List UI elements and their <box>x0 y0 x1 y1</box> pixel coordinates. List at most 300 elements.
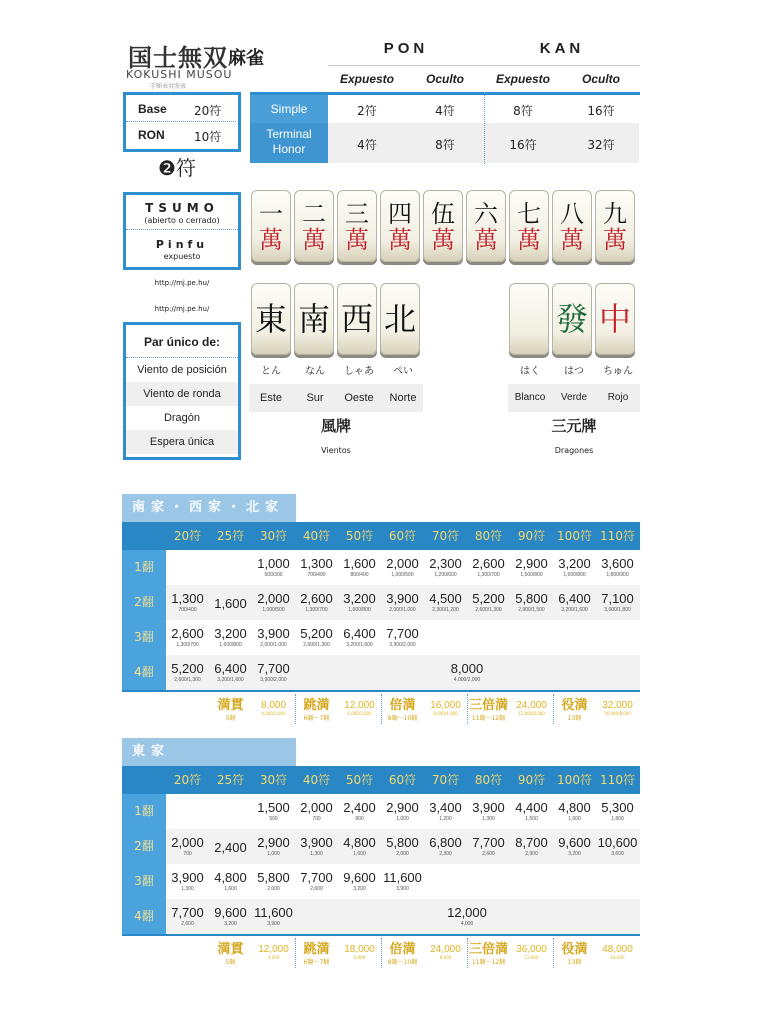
score-cell <box>553 835 596 858</box>
limit-split: 6,000 <box>353 955 366 960</box>
winds-title: 風牌 <box>320 417 351 435</box>
kan-exposed-header: Expuesto <box>495 72 550 86</box>
tile-number: 伍 <box>431 200 455 228</box>
tile-glyph: 北 <box>383 300 416 338</box>
tile-wind-north <box>380 283 420 355</box>
tile-glyph: 南 <box>297 300 330 338</box>
pair-item: Espera única <box>126 430 238 454</box>
url-1: http://mj.pe.hu/ <box>154 279 210 287</box>
score-cell <box>467 835 510 858</box>
score-split: 3,900/2,000 <box>260 677 287 683</box>
score-split: 2,600 <box>482 851 495 857</box>
pk-cell: 4符 <box>357 138 377 152</box>
tile-suit: 萬 <box>474 226 498 254</box>
limit-points: 48,000 <box>602 944 633 955</box>
score-main: 12,000 <box>447 905 487 920</box>
score-cell <box>338 800 381 823</box>
score-cell <box>295 626 338 649</box>
limit-points: 8,000 <box>260 700 287 711</box>
tsumo-divider <box>126 229 238 230</box>
score-cell <box>252 591 295 614</box>
limit-points: 24,000 <box>516 700 547 711</box>
tsumo-title: TSUMO <box>145 201 219 215</box>
score-main: 5,800 <box>515 591 548 606</box>
limit-value <box>596 944 639 960</box>
score-cell <box>553 591 596 614</box>
wind-kana: ぺい <box>393 366 413 377</box>
dragon-name: Rojo <box>607 392 629 403</box>
score-split: 1,600 <box>353 851 366 857</box>
limit-value <box>338 700 381 716</box>
limit-value <box>510 944 553 960</box>
limit-value <box>510 700 553 716</box>
score-main: 4,400 <box>515 800 548 815</box>
ron-row <box>126 123 236 147</box>
score-cell <box>381 556 424 579</box>
score-cell <box>381 591 424 614</box>
tile-dragon-green <box>552 283 592 355</box>
score-cell <box>252 835 295 858</box>
pon-concealed-header: Oculto <box>426 72 464 86</box>
score-split: 500/300 <box>264 572 283 578</box>
tile-dragon-white <box>509 283 549 355</box>
logo-subtitle: 手順表対照表 <box>150 83 187 90</box>
tile-character-3 <box>337 190 377 262</box>
pair-item: Dragón <box>163 412 201 424</box>
score-cell <box>252 661 295 684</box>
score-main: 7,700 <box>171 905 204 920</box>
pair-item: Viento de posición <box>137 364 227 376</box>
limit-divider <box>553 938 554 968</box>
score-cell <box>338 835 381 858</box>
score-split: 2,000/1,000 <box>260 642 287 648</box>
tile-suit: 萬 <box>259 226 283 254</box>
tile-character-8 <box>552 190 592 262</box>
limit-range: 8翻〜10翻 <box>387 959 418 966</box>
score-main: 4,500 <box>429 591 462 606</box>
fu-header-cell: 60符 <box>388 773 417 787</box>
limit-split: 6,000/3,000 <box>347 711 372 716</box>
score-cell <box>252 870 295 893</box>
pon-heading: PON <box>383 40 429 57</box>
limit-split: 12,000/6,000 <box>518 711 545 716</box>
score-split: 4,000 <box>460 921 474 927</box>
two-fu-label: ❷符 <box>158 156 196 180</box>
base-box <box>123 92 241 152</box>
score-main: 3,600 <box>601 556 634 571</box>
limit-hand <box>209 694 252 722</box>
score-main: 2,900 <box>515 556 548 571</box>
tile-suit: 萬 <box>603 226 627 254</box>
score-main: 3,200 <box>343 591 376 606</box>
score-split: 2,600 <box>310 886 323 892</box>
limit-divider <box>295 938 296 968</box>
limit-range: 5翻 <box>225 959 236 966</box>
score-main: 2,600 <box>300 591 333 606</box>
fu-header-cell: 80符 <box>474 529 503 543</box>
score-main: 7,100 <box>601 591 634 606</box>
tile-number: 九 <box>603 200 627 228</box>
score-split: 1,300/700 <box>176 642 199 648</box>
pk-cell: 4符 <box>435 104 455 118</box>
fu-header-cell: 30符 <box>259 773 288 787</box>
pk-cell: 8符 <box>513 104 533 118</box>
fu-header-cell: 20符 <box>173 773 202 787</box>
limit-hand <box>553 694 596 722</box>
wind-name: Sur <box>306 392 324 404</box>
score-split: 3,600 <box>611 851 624 857</box>
score-main: 6,400 <box>558 591 591 606</box>
fu-header-cell: 40符 <box>302 773 331 787</box>
score-main: 1,600 <box>214 596 247 611</box>
score-cell <box>467 556 510 579</box>
limit-split: 16,000 <box>610 955 625 960</box>
score-main: 9,600 <box>343 870 376 885</box>
limit-value <box>596 700 639 716</box>
score-cell <box>338 591 381 614</box>
score-split: 3,200 <box>568 851 581 857</box>
score-split: 1,200 <box>439 816 452 822</box>
tile-wind-east <box>251 283 291 355</box>
score-main: 2,300 <box>429 556 462 571</box>
winds-caption: Vientos <box>321 446 351 455</box>
han-label: 3翻 <box>134 874 154 888</box>
score-main: 2,900 <box>257 835 290 850</box>
dealer-mangan-cell <box>295 905 639 928</box>
score-main: 10,600 <box>597 835 638 850</box>
limit-divider <box>467 938 468 968</box>
score-split: 1,600/800 <box>348 607 371 613</box>
score-main: 1,300 <box>171 591 204 606</box>
base-row <box>126 97 236 122</box>
score-cell <box>510 800 553 823</box>
score-split: 2,300/1,200 <box>432 607 459 613</box>
score-main: 2,400 <box>214 840 247 855</box>
tile-dragon-red <box>595 283 635 355</box>
ron-key: RON <box>138 128 165 142</box>
score-cell <box>596 835 639 858</box>
pinfu-title: Pinfu <box>155 238 209 251</box>
tile-character-6 <box>466 190 506 262</box>
tile-number: 七 <box>517 200 541 228</box>
header-divider <box>328 65 640 66</box>
limit-points: 32,000 <box>602 700 633 711</box>
score-cell <box>381 626 424 649</box>
fu-header-cell: 20符 <box>173 529 202 543</box>
score-cell <box>338 556 381 579</box>
han-label: 4翻 <box>134 665 154 679</box>
score-split: 2,000 <box>396 851 409 857</box>
score-cell <box>338 870 381 893</box>
score-split: 800/400 <box>350 572 369 578</box>
score-cell <box>209 596 252 611</box>
dragon-kana: ちゅん <box>603 366 633 377</box>
limit-hand <box>295 694 338 722</box>
score-main: 5,200 <box>171 661 204 676</box>
limit-name: 跳満 <box>303 698 330 713</box>
limit-split: 12,000 <box>524 955 539 960</box>
limit-range: 8翻〜10翻 <box>387 715 418 722</box>
fu-header-cell: 100符 <box>557 773 592 787</box>
score-cell <box>381 800 424 823</box>
limit-value <box>338 944 381 960</box>
score-split: 2,000 <box>267 886 280 892</box>
wind-kana: とん <box>261 366 281 377</box>
pk-row-terminal <box>250 123 639 163</box>
score-cell <box>424 835 467 858</box>
limit-value <box>424 700 467 716</box>
score-cell <box>381 835 424 858</box>
score-main: 3,900 <box>300 835 333 850</box>
score-cell <box>467 800 510 823</box>
score-split: 1,500/800 <box>520 572 543 578</box>
pk-cell: 16符 <box>587 104 615 118</box>
limit-hand <box>295 938 338 966</box>
fu-header-cell: 50符 <box>345 529 374 543</box>
dealer-table-rule <box>122 934 640 936</box>
score-split: 3,200/1,600 <box>346 642 373 648</box>
score-cell <box>510 556 553 579</box>
limit-name: 満貫 <box>217 942 244 957</box>
url-2: http://mj.pe.hu/ <box>154 305 210 313</box>
tile-number: 四 <box>388 200 412 228</box>
limit-divider <box>467 694 468 724</box>
limit-name: 倍満 <box>389 942 416 957</box>
fu-header-cell: 110符 <box>600 773 635 787</box>
score-cell <box>209 626 252 649</box>
nondealer-score-table <box>122 494 640 726</box>
score-split: 1,800/900 <box>606 572 629 578</box>
score-split: 3,200 <box>224 921 237 927</box>
dragon-kana: はく <box>520 366 540 377</box>
score-cell <box>338 626 381 649</box>
pk-cell: 16符 <box>509 138 537 152</box>
score-main: 6,400 <box>214 661 247 676</box>
score-split: 1,600 <box>224 886 237 892</box>
logo-kanji: 国士無双 <box>128 43 228 72</box>
dragon-name: Verde <box>560 392 588 403</box>
score-split: 700 <box>312 816 321 822</box>
fu-header-cell: 90符 <box>517 773 546 787</box>
score-main: 1,000 <box>257 556 290 571</box>
limit-name: 倍満 <box>389 698 416 713</box>
tile-suit: 萬 <box>388 226 412 254</box>
nondealer-table-rule <box>122 690 640 692</box>
pk-label-simple: Simple <box>250 95 328 123</box>
fu-header-cell: 70符 <box>431 773 460 787</box>
dragons-title: 三元牌 <box>551 417 597 435</box>
dealer-title: 東家 <box>122 738 296 766</box>
score-split: 3,200/1,600 <box>561 607 588 613</box>
score-main: 8,700 <box>515 835 548 850</box>
tile-number: 六 <box>474 200 498 228</box>
score-split: 1,300 <box>310 851 323 857</box>
limit-range: 5翻 <box>225 715 236 722</box>
score-main: 1,300 <box>300 556 333 571</box>
score-split: 3,900/2,000 <box>389 642 416 648</box>
dealer-han-column <box>122 794 166 934</box>
score-main: 5,300 <box>601 800 634 815</box>
score-split: 1,000/500 <box>391 572 414 578</box>
fu-header-cell: 80符 <box>474 773 503 787</box>
score-main: 1,500 <box>257 800 290 815</box>
score-main: 7,700 <box>386 626 419 641</box>
score-cell <box>467 591 510 614</box>
score-main: 2,000 <box>171 835 204 850</box>
limit-name: 跳満 <box>303 942 330 957</box>
score-split: 4,000/2,000 <box>453 677 481 683</box>
tile-character-4 <box>380 190 420 262</box>
han-label: 2翻 <box>134 595 154 609</box>
nondealer-fu-header <box>122 522 640 550</box>
score-main: 1,600 <box>343 556 376 571</box>
score-main: 9,600 <box>214 905 247 920</box>
score-cell <box>553 556 596 579</box>
limit-points: 16,000 <box>430 700 461 711</box>
score-cell <box>424 591 467 614</box>
limit-divider <box>295 694 296 724</box>
pair-box <box>123 322 241 460</box>
fu-header-cell: 25符 <box>216 529 245 543</box>
score-main: 3,900 <box>257 626 290 641</box>
score-cell <box>166 870 209 893</box>
score-main: 8,000 <box>450 661 484 676</box>
fu-header-cell: 90符 <box>517 529 546 543</box>
dragons-caption: Dragones <box>554 446 594 455</box>
limit-points: 12,000 <box>344 700 375 711</box>
fu-header-cell: 30符 <box>259 529 288 543</box>
fu-header-cell: 100符 <box>557 529 592 543</box>
limit-name: 役満 <box>561 698 588 713</box>
score-split: 3,200/1,600 <box>217 677 244 683</box>
limit-range: 13翻 <box>567 959 582 966</box>
score-main: 11,600 <box>383 870 422 885</box>
pon-kan-divider <box>484 92 485 164</box>
limit-name: 三倍満 <box>468 942 508 957</box>
score-split: 2,900 <box>525 851 538 857</box>
score-main: 3,900 <box>386 591 419 606</box>
tile-character-7 <box>509 190 549 262</box>
score-cell <box>596 800 639 823</box>
base-value: 20符 <box>194 104 222 118</box>
han-label: 1翻 <box>134 804 154 818</box>
score-split: 3,200 <box>353 886 366 892</box>
fu-header-cell: 50符 <box>345 773 374 787</box>
wind-kana: しゃあ <box>344 366 374 377</box>
pk-cell: 8符 <box>435 138 455 152</box>
tile-character-1 <box>251 190 291 262</box>
pair-item: Viento de ronda <box>126 382 238 406</box>
score-main: 2,600 <box>472 556 505 571</box>
wind-kana: なん <box>305 366 325 377</box>
fu-header-cell: 25符 <box>216 773 245 787</box>
score-cell <box>596 556 639 579</box>
score-main: 3,400 <box>429 800 462 815</box>
limit-split: 8,000 <box>439 955 452 960</box>
score-cell <box>166 835 209 858</box>
score-cell <box>166 661 209 684</box>
fu-header-cell: 70符 <box>431 529 460 543</box>
score-split: 2,000/1,000 <box>389 607 416 613</box>
score-cell <box>295 556 338 579</box>
kan-heading: KAN <box>539 40 585 57</box>
score-cell <box>252 626 295 649</box>
score-cell <box>209 661 252 684</box>
score-main: 11,600 <box>254 905 293 920</box>
score-main: 3,200 <box>558 556 591 571</box>
tile-suit: 萬 <box>431 226 455 254</box>
limit-value <box>252 700 295 716</box>
score-split: 2,600/1,300 <box>475 607 502 613</box>
score-main: 2,900 <box>386 800 419 815</box>
nondealer-mangan-cell <box>295 661 639 684</box>
nondealer-title: 南家・西家・北家 <box>122 494 296 522</box>
score-main: 5,200 <box>472 591 505 606</box>
pk-cell: 32符 <box>587 138 615 152</box>
score-split: 3,900 <box>396 886 409 892</box>
score-cell <box>209 870 252 893</box>
score-cell <box>381 870 424 893</box>
score-split: 700 <box>183 851 192 857</box>
score-main: 3,900 <box>472 800 505 815</box>
tile-glyph: 東 <box>254 300 287 338</box>
score-cell <box>295 591 338 614</box>
score-split: 1,300 <box>482 816 495 822</box>
dealer-fu-header <box>122 766 640 794</box>
tile-suit: 萬 <box>302 226 326 254</box>
tile-wind-west <box>337 283 377 355</box>
limit-name: 満貫 <box>217 698 244 713</box>
tile-glyph: 西 <box>340 300 373 338</box>
limit-hand <box>467 694 510 722</box>
tile-glyph: 中 <box>598 300 631 338</box>
score-main: 2,000 <box>386 556 419 571</box>
kan-concealed-header: Oculto <box>582 72 620 86</box>
score-split: 2,600/1,300 <box>303 642 330 648</box>
score-split: 1,600/800 <box>563 572 586 578</box>
limit-range: 6翻〜7翻 <box>303 959 330 966</box>
tile-character-2 <box>294 190 334 262</box>
score-split: 3,900 <box>267 921 280 927</box>
limit-value <box>424 944 467 960</box>
tile-number: 一 <box>259 200 283 228</box>
pk-cell: 2符 <box>357 104 377 118</box>
wind-name: Oeste <box>344 392 374 404</box>
score-main: 2,000 <box>300 800 333 815</box>
limit-points: 18,000 <box>344 944 375 955</box>
limit-divider <box>381 694 382 724</box>
score-split: 3,600/1,800 <box>604 607 631 613</box>
logo <box>124 38 266 88</box>
score-main: 7,700 <box>300 870 333 885</box>
score-split: 2,600 <box>181 921 194 927</box>
score-split: 2,300 <box>439 851 452 857</box>
score-main: 5,200 <box>300 626 333 641</box>
score-split: 1,600/800 <box>219 642 242 648</box>
score-split: 500 <box>269 816 278 822</box>
score-split: 2,900/1,500 <box>518 607 545 613</box>
fu-header-cell: 40符 <box>302 529 331 543</box>
score-main: 3,900 <box>171 870 204 885</box>
score-split: 1,200/600 <box>434 572 457 578</box>
han-label: 1翻 <box>134 560 154 574</box>
pon-exposed-header: Expuesto <box>339 72 394 86</box>
score-cell <box>424 556 467 579</box>
tile-suit: 萬 <box>517 226 541 254</box>
tile-suit: 萬 <box>560 226 584 254</box>
score-split: 1,300 <box>181 886 194 892</box>
limit-split: 4,000 <box>267 955 280 960</box>
